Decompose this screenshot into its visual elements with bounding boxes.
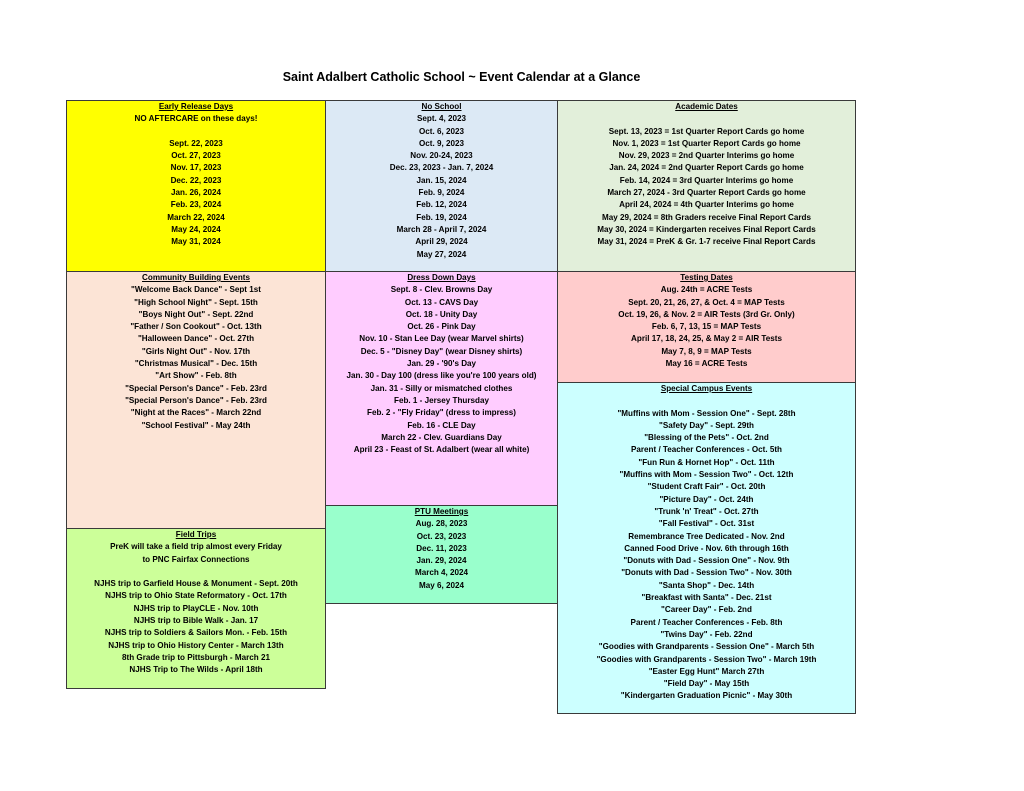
no-school-date: March 28 - April 7, 2024 bbox=[396, 224, 487, 234]
community-event-item: "Christmas Musical" - Dec. 15th bbox=[134, 359, 258, 369]
academic-date-item: Jan. 24, 2024 = 2nd Quarter Report Cards go home bbox=[609, 163, 804, 173]
campus-event-item: "Goodies with Grandparents - Session Two" - March 19th bbox=[596, 654, 817, 664]
community-events-section bbox=[66, 271, 326, 529]
campus-event-item: "Field Day" - May 15th bbox=[663, 679, 750, 689]
campus-event-item: "Kindergarten Graduation Picnic" - May 30th bbox=[620, 691, 793, 701]
field-trip-item: NJHS trip to Soldiers & Sailors Mon. - Feb. 15th bbox=[104, 628, 288, 638]
campus-event-item: "Donuts with Dad - Session Two" - Nov. 30th bbox=[621, 568, 792, 578]
academic-date-item: Nov. 1, 2023 = 1st Quarter Report Cards go home bbox=[612, 138, 801, 148]
academic-date-item: Nov. 29, 2023 = 2nd Quarter Interims go home bbox=[618, 151, 795, 161]
field-trip-item: NJHS trip to PlayCLE - Nov. 10th bbox=[133, 603, 259, 613]
ptu-meeting-date: Jan. 29, 2024 bbox=[416, 556, 467, 566]
ptu-meetings-heading: PTU Meetings bbox=[414, 507, 469, 516]
testing-date-item: Oct. 19, 26, & Nov. 2 = AIR Tests (3rd Gr. Only) bbox=[618, 309, 795, 319]
dress-down-item: Oct. 26 - Pink Day bbox=[407, 322, 476, 332]
no-school-heading: No School bbox=[421, 102, 462, 111]
campus-event-item: Remembrance Tree Dedicated - Nov. 2nd bbox=[628, 531, 785, 541]
early-release-date: Dec. 22, 2023 bbox=[170, 175, 222, 185]
community-event-item: "High School Night" - Sept. 15th bbox=[134, 297, 258, 307]
field-trip-item: NJHS trip to Garfield House & Monument - Sept. 20th bbox=[94, 579, 298, 589]
community-events-heading: Community Building Events bbox=[142, 273, 250, 282]
field-trips-intro-line: to PNC Fairfax Connections bbox=[142, 554, 250, 564]
dress-down-item: Jan. 29 - '90's Day bbox=[406, 359, 477, 369]
community-event-item: "Night at the Races" - March 22nd bbox=[130, 408, 262, 418]
early-release-date: May 24, 2024 bbox=[171, 224, 221, 234]
field-trip-item: 8th Grade trip to Pittsburgh - March 21 bbox=[122, 652, 270, 662]
no-school-date: Nov. 20-24, 2023 bbox=[410, 151, 473, 161]
no-school-date: Oct. 9, 2023 bbox=[419, 138, 464, 148]
academic-date-item: May 29, 2024 = 8th Graders receive Final Report Cards bbox=[602, 212, 811, 222]
early-release-date: Feb. 23, 2024 bbox=[170, 200, 222, 210]
campus-event-item: "Fun Run & Hornet Hop" - Oct. 11th bbox=[638, 457, 775, 467]
dress-down-item: Sept. 8 - Clev. Browns Day bbox=[390, 285, 493, 295]
academic-date-item: March 27, 2024 - 3rd Quarter Report Cards go home bbox=[607, 188, 806, 198]
early-release-date: Sept. 22, 2023 bbox=[169, 138, 223, 148]
early-release-subheading: NO AFTERCARE on these days! bbox=[134, 114, 258, 124]
dress-down-item: Feb. 2 - "Fly Friday" (dress to impress) bbox=[367, 408, 516, 418]
testing-dates-section bbox=[557, 271, 856, 383]
community-event-item: "Father / Son Cookout" - Oct. 13th bbox=[130, 322, 262, 332]
no-school-date: Jan. 15, 2024 bbox=[416, 175, 467, 185]
testing-date-item: Sept. 20, 21, 26, 27, & Oct. 4 = MAP Tests bbox=[628, 297, 785, 307]
dress-down-item: March 22 - Clev. Guardians Day bbox=[381, 432, 502, 442]
campus-event-item: Parent / Teacher Conferences - Feb. 8th bbox=[630, 617, 783, 627]
no-school-date: May 27, 2024 bbox=[416, 249, 467, 259]
dress-down-item: Feb. 1 - Jersey Thursday bbox=[394, 395, 489, 405]
ptu-meeting-date: March 4, 2024 bbox=[414, 568, 469, 578]
academic-dates-heading: Academic Dates bbox=[675, 102, 738, 111]
no-school-date: Dec. 23, 2023 - Jan. 7, 2024 bbox=[389, 163, 494, 173]
no-school-section bbox=[325, 100, 558, 272]
testing-date-item: Aug. 24th = ACRE Tests bbox=[660, 285, 753, 295]
community-event-item: "Art Show" - Feb. 8th bbox=[155, 371, 237, 381]
dress-down-item: Feb. 16 - CLE Day bbox=[407, 420, 476, 430]
early-release-date: Oct. 27, 2023 bbox=[171, 151, 221, 161]
community-event-item: "School Festival" - May 24th bbox=[141, 420, 251, 430]
dress-down-item: Oct. 18 - Unity Day bbox=[405, 309, 478, 319]
campus-event-item: "Fall Festival" - Oct. 31st bbox=[658, 519, 755, 529]
field-trips-heading: Field Trips bbox=[175, 530, 217, 539]
campus-event-item: "Muffins with Mom - Session One" - Sept. 28th bbox=[617, 408, 796, 418]
campus-event-item: "Donuts with Dad - Session One" - Nov. 9th bbox=[623, 556, 790, 566]
testing-date-item: May 7, 8, 9 = MAP Tests bbox=[661, 346, 752, 356]
early-release-heading: Early Release Days bbox=[158, 102, 234, 111]
campus-event-item: Parent / Teacher Conferences - Oct. 5th bbox=[631, 445, 782, 455]
community-event-item: "Special Person's Dance" - Feb. 23rd bbox=[125, 395, 267, 405]
campus-event-item: "Safety Day" - Sept. 29th bbox=[659, 420, 754, 430]
campus-event-item: "Twins Day" - Feb. 22nd bbox=[660, 629, 753, 639]
testing-date-item: Feb. 6, 7, 13, 15 = MAP Tests bbox=[651, 322, 762, 332]
ptu-meeting-date: Dec. 11, 2023 bbox=[416, 543, 467, 553]
early-release-date: March 22, 2024 bbox=[167, 212, 225, 222]
community-event-item: "Boys Night Out" - Sept. 22nd bbox=[138, 309, 254, 319]
dress-down-item: Nov. 10 - Stan Lee Day (wear Marvel shirts) bbox=[359, 334, 524, 344]
community-event-item: "Welcome Back Dance" - Sept 1st bbox=[131, 285, 261, 295]
campus-event-item: "Picture Day" - Oct. 24th bbox=[659, 494, 754, 504]
early-release-section bbox=[66, 100, 326, 272]
no-school-date: Feb. 12, 2024 bbox=[416, 200, 467, 210]
ptu-meeting-date: Aug. 28, 2023 bbox=[415, 519, 468, 529]
dress-down-item: Jan. 30 - Day 100 (dress like you're 100 years old) bbox=[346, 371, 537, 381]
campus-event-item: "Goodies with Grandparents - Session One" - March 5th bbox=[598, 642, 815, 652]
campus-event-item: Canned Food Drive - Nov. 6th through 16th bbox=[624, 543, 789, 553]
early-release-date: Nov. 17, 2023 bbox=[170, 163, 222, 173]
community-event-item: "Special Person's Dance" - Feb. 23rd bbox=[125, 383, 267, 393]
academic-date-item: May 30, 2024 = Kindergarten receives Final Report Cards bbox=[597, 224, 816, 234]
academic-date-item: April 24, 2024 = 4th Quarter Interims go home bbox=[619, 200, 794, 210]
no-school-date: April 29, 2024 bbox=[415, 237, 468, 247]
dress-down-item: Oct. 13 - CAVS Day bbox=[404, 297, 479, 307]
community-event-item: "Halloween Dance" - Oct. 27th bbox=[137, 334, 255, 344]
academic-date-item: Sept. 13, 2023 = 1st Quarter Report Cards go home bbox=[608, 126, 805, 136]
no-school-date: Oct. 6, 2023 bbox=[419, 126, 464, 136]
academic-dates-section bbox=[557, 100, 856, 272]
academic-date-item: May 31, 2024 = PreK & Gr. 1-7 receive Final Report Cards bbox=[597, 237, 816, 247]
campus-event-item: "Trunk 'n' Treat" - Oct. 27th bbox=[654, 506, 759, 516]
community-event-item: "Girls Night Out" - Nov. 17th bbox=[141, 346, 251, 356]
testing-date-item: May 16 = ACRE Tests bbox=[665, 359, 748, 369]
field-trip-item: NJHS trip to Bible Walk - Jan. 17 bbox=[133, 616, 259, 626]
early-release-date: Jan. 26, 2024 bbox=[171, 188, 221, 198]
ptu-meetings-section bbox=[325, 505, 558, 604]
field-trip-item: NJHS trip to Ohio State Reformatory - Oct. 17th bbox=[105, 591, 287, 601]
dress-down-item: Jan. 31 - Silly or mismatched clothes bbox=[370, 383, 513, 393]
no-school-date: Sept. 4, 2023 bbox=[416, 114, 467, 124]
ptu-meeting-date: May 6, 2024 bbox=[419, 580, 464, 590]
field-trip-item: NJHS trip to Ohio History Center - March 13th bbox=[108, 640, 284, 650]
campus-event-item: "Blessing of the Pets" - Oct. 2nd bbox=[644, 433, 769, 443]
dress-down-section bbox=[325, 271, 558, 506]
dress-down-item: Dec. 5 - "Disney Day" (wear Disney shirts) bbox=[360, 346, 523, 356]
dress-down-heading: Dress Down Days bbox=[407, 273, 476, 282]
testing-dates-heading: Testing Dates bbox=[680, 273, 733, 282]
field-trips-intro-line: PreK will take a field trip almost every Friday bbox=[110, 542, 282, 552]
campus-event-item: "Santa Shop" - Dec. 14th bbox=[658, 580, 755, 590]
campus-event-item: "Student Craft Fair" - Oct. 20th bbox=[647, 482, 766, 492]
no-school-date: Feb. 19, 2024 bbox=[416, 212, 467, 222]
campus-events-heading: Special Campus Events bbox=[660, 384, 753, 393]
no-school-date: Feb. 9, 2024 bbox=[418, 188, 465, 198]
dress-down-item: April 23 - Feast of St. Adalbert (wear all white) bbox=[353, 445, 530, 455]
testing-date-item: April 17, 18, 24, 25, & May 2 = AIR Tests bbox=[631, 334, 782, 344]
field-trip-item: NJHS Trip to The Wilds - April 18th bbox=[129, 665, 263, 675]
campus-event-item: "Easter Egg Hunt" March 27th bbox=[648, 666, 765, 676]
campus-events-section bbox=[557, 382, 856, 714]
campus-event-item: "Career Day" - Feb. 2nd bbox=[661, 605, 752, 615]
early-release-date: May 31, 2024 bbox=[171, 237, 221, 247]
campus-event-item: "Muffins with Mom - Session Two" - Oct. 12th bbox=[619, 470, 794, 480]
academic-date-item: Feb. 14, 2024 = 3rd Quarter Interims go home bbox=[619, 175, 794, 185]
page-title: Saint Adalbert Catholic School ~ Event Calendar at a Glance bbox=[282, 70, 641, 84]
campus-event-item: "Breakfast with Santa" - Dec. 21st bbox=[641, 593, 772, 603]
ptu-meeting-date: Oct. 23, 2023 bbox=[416, 531, 467, 541]
field-trips-section bbox=[66, 528, 326, 689]
